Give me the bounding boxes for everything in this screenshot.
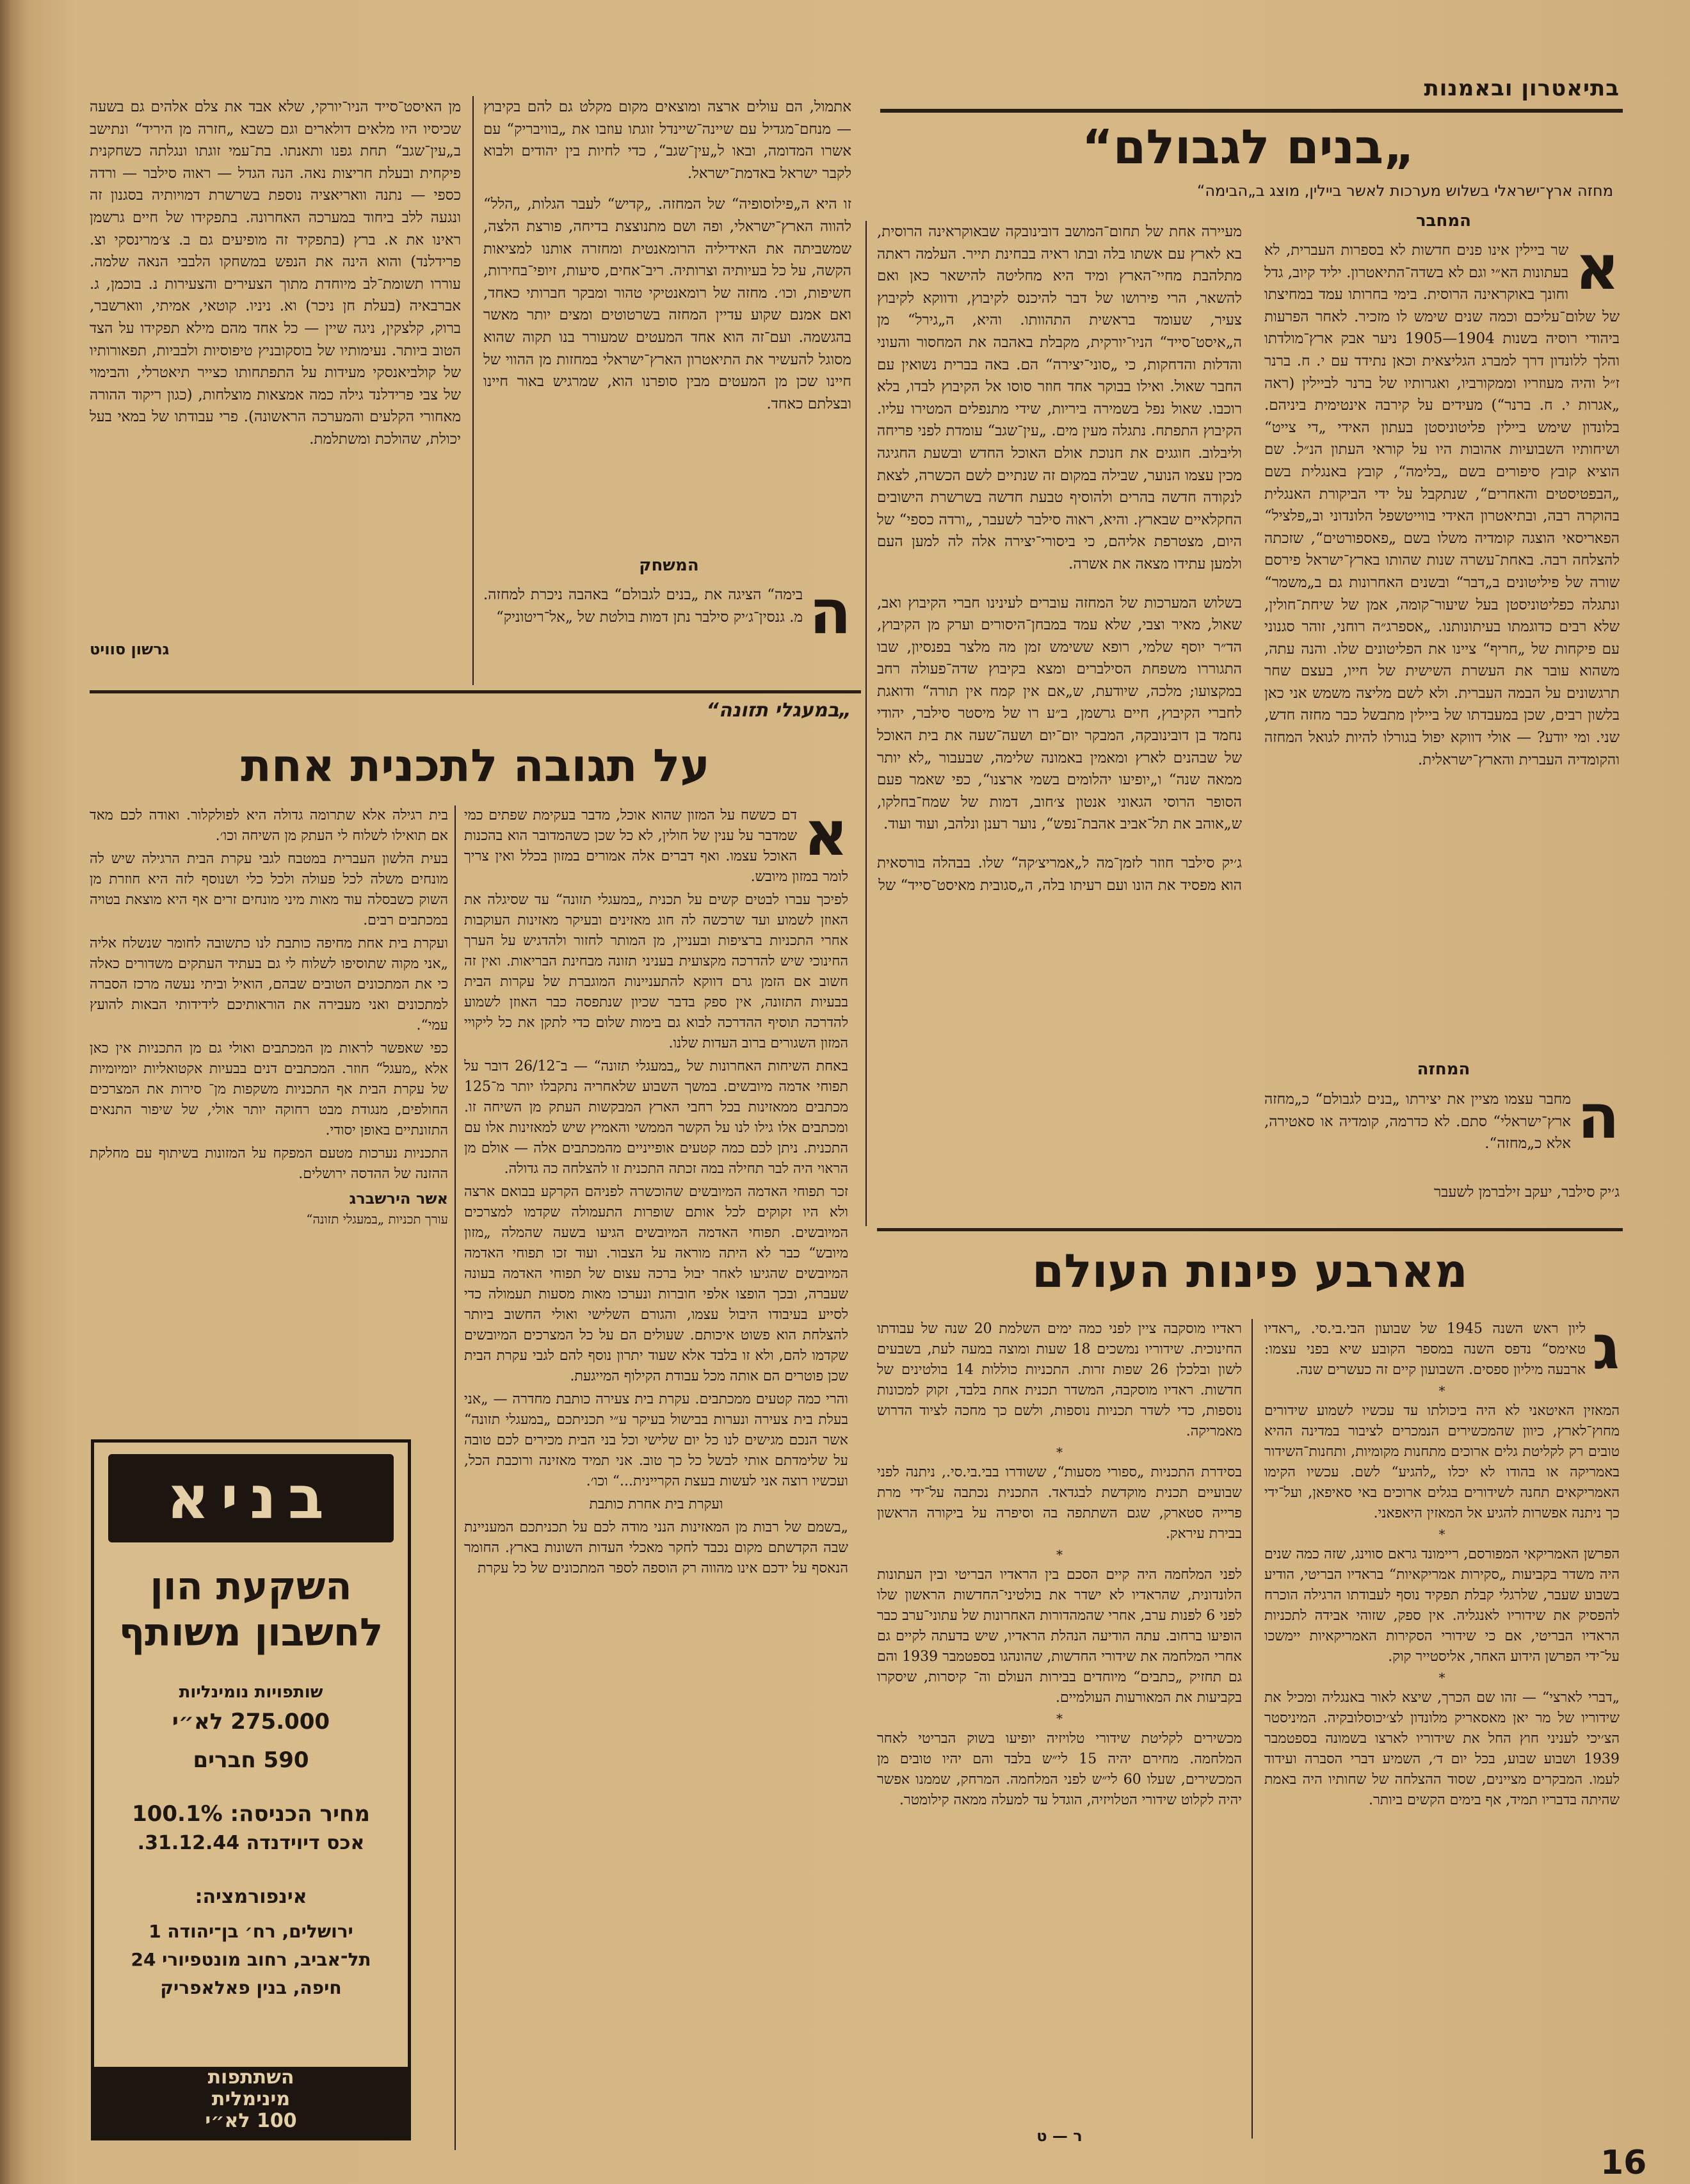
food-text: בעית הלשון העברית במטבח לגבי עקרת הבית הרגילה שיש לה מונחים משלה לכל פעולה ולכל כלי ושנוסף לזה היא חוזרת מן השוק כשבסלה עוד מאות מיני מונחים זרים אף היא מוצאת בטויה במכתבים רבים. (90, 851, 448, 928)
review-text: ג׳יק סילבר חוזר לזמן־מה ל„אמריצ׳קה“ שלו. בבהלה בורסאית הוא מפסיד את הונו ועם רעיתו בלה, ה„סגובית מאיסט־סייד“ של (877, 855, 1242, 894)
radio-signature: ר — ט (1036, 2127, 1082, 2145)
radio-text: ליון ראש השנה 1945 של שבועון הבי.בי.סי. „ראדיו טאימס“ נדפס השנה במספר הקובע שיא בפני עצמו: ארבעה מיליון ספסים. השבועון קיים זה כעשרים שנה. (1264, 1321, 1586, 1378)
review-text: מעיירה אחת של תחום־המושב דובינובקה שבאוקראינה הרוסית, בא לארץ עם אשתו בלה ובתו ראיה בבחינת תייר. העלמה ראתה מתלהבת מחיי־הארץ ומיד היא מחליטה להישאר כאן ואם להשאר, הרי פירושו של דבר להיכנס לקיבוץ, ודווקא לקיבוץ צעיר, שעומד בראשית התהוותו. והיא, ה„גירל“ מן ה„איסט־סייד“ הניו־יורקית, מקבלת באהבה את המחסור והעוני והדלות והדחקות, כי „סוני־יצירה“ הם. באה בברית נשואין עם החבר שאול. ואילו בבוקר אחד חוזר סוסו אל הקיבוץ לבדו, בלא רוכבו. שאול נפל בשמירה ביריות, שידי מתנפלים המטירו עליו. הקיבוץ התפתח. נתגלה מעין מים. „עין־שגב“ עומדת לפני פריחה וליבלוב. חוגגים את חנוכת אולם האוכל החדש ובשעת החגיגה מכין עצמו הנוער, שבילה במקום זה שנתיים לשם הכשרה, לצאת לנקודה חדשה בהרים ולהוסיף טבעת חדשה בשרשרת הישובים החקלאיים שבארץ. והיא, ראוה סילבר לשעבר, „ורדה כספי“ של היום, מצטרפת אליהם, כי ביסורי־יצירה אלה לה למען העם ולמען עתידו מצאה את אשרה. (877, 223, 1242, 572)
food-text: בית רגילה אלא שתרומה גדולה היא לפולקלור. ואודה לכם מאד אם תואילו לשלוח לי העתק מן השיחה וכו׳. (90, 807, 448, 844)
separator-star: * (1056, 1711, 1063, 1726)
review-text: אתמול, הם עולים ארצה ומוצאים מקום מקלט גם להם בקיבוץ — מנחם־מגדיל עם שיינה־שיינדל זוגתו עוזבו את „בוויבריק“ עם אשרו המדומה, ובאו ל„עין־שגב“, כדי לחיות בין יהודים ולבוא לקבר ישראל באדמת־ישראל. (483, 99, 851, 182)
ad-footer-1: השתתפות (207, 2066, 294, 2089)
radio-text: המאזין האיטאני לא היה ביכולתו עד עכשיו לשמוע שידורים מחוץ־לארץ, כיוון שהמכשירים הנמכרים לציבור במדינה ההיא טובים רק לקליטת גלים ארוכים מתחנות מקומיות, ותחנות־השידור באמריקה או בהודו לא יכלו „להגיע“ לשם. עכשיו הקימו האמריקאים תחנה לשידורים בגלים ארוכים באי סאיפאן, ועל־ידי כך ניתנה אפשרות להגיע אל המאזין היאפאני. (1264, 1403, 1620, 1521)
review-col-1a (1264, 239, 1620, 1046)
ad-logo-text: בניא (166, 1464, 335, 1532)
review-col-1b (1264, 1088, 1620, 1178)
food-signature-title: עורך תכניות „במעגלי תזונה“ (306, 1211, 448, 1227)
food-text: זכר תפוחי האדמה המיובשים שהוכשרה לפניהם הקרקע בבואם ארצה ולא היו זקוקים לכל אותם שופרות התעמולה שקדמו למצרכים המיובשים. תפוחי האדמה המיובשים הגיעו בשעה שהמלה „מזון מיובש“ כבר לא היתה מוראה על הצבור. ועוד זכו תפוחי האדמה המיובשים שהגיעו לאחר יבול ברכה עצום של תפוחי האדמה בעונה שעברה, ובכך הופצו אלפי חוברות ונערכו מאות מסעות תעמולה כדי לסייע בעיבודו היבול עצמו, והגורם השלישי ואולי החשוב ביותר להצלחת הוא פשוט איכותם. שעולים הם על כל המצרכים המיובשים שקדמו להם, ולא זו בלבד אלא שעוד יתרון נוסף להם לגבי עקרת הבית שכן פוטרים הם אותה מכל עבודת הקילוף המייגעת. (464, 1184, 848, 1384)
ad-amount: 275.000 לא״י (172, 1709, 330, 1735)
review-col-4 (90, 96, 461, 659)
review-text: שר ביילין אינו פנים חדשות לא בספרות העברית, לא בעתונות הא״י וגם לא בשדה־התיאטרון. יליד קיוב, גדל וחונך באוקראינה הרוסית. בימי בחרותו עמד במחיצתו של שלום־עליכם וכמה שנים שימש לו מזכיר. לאחר הפרעות ביהודי רוסיה בשנות 1904—1905 ניער אבק ארץ־מולדתו והלך ללונדון דרך למברג הגליצאית וכאן נתידד עם י. ח. ברנר ז״ל והיה מעוזריו וממקורביו, ואגרותיו של ברנר לביילין (ראה „אגרות י. ח. ברנר“) מעידים על קירבה אינטימית ביניהם. בלונדון שימש ביילין פליטוניסטן בעתון האידי „די צייט“ ושיחותיו השבועיות אהובות היו על קוראי העתון הנ״ל. שם הוציא קובץ סיפורים בשם „בלימה“, קובץ באנגלית בשם „הבפטיסטים והאחרים“, שנתקבל על ידי הביקורת האנגלית בהוקרה רבה, ובתיאטרון האידי בווייטשפל הלונדוני וב„פלציל“ הפאריסאי הוצגה קומדיה משלו בשם „פאספורטים“, שזכתה להצלחה רבה. באחת־עשרה שנות שהותו בארץ־ישראל פירסם שורה של פיליטונים ב„דבר“ ובשנים האחרונות גם ב„משמר“ ונתגלה כפליטוניסטן בעל שיעור־קומה, אמן של שיחת־חולין, שלא רבים כדוגמתו בעיתונותנו. „אספרג״ה רוחני, זוהר סגנוני עם פיקחות של „חריף“ ציינו את הפליטונים שלו. והנה עתה, משהוא עובר את העשרת השישית של חייו, בעצם שחר תרגשונים על הבמה העברית. ולא לשם מליצה משמש אני כאן בלשון רבים, שכן במעבדתו של ביילין מתבשל כבר מחזה חדש, שני. ומי יודע? — אולי דווקא יפול בגורלו להיות לגואל המחזה והקומדיה העברית והארץ־ישראלית. (1264, 242, 1620, 768)
ad-price: מחיר הכניסה: 100.1% (132, 1801, 370, 1827)
food-col-1 (464, 805, 848, 2150)
ad-footer-2: מינימלית (211, 2088, 291, 2110)
review-col-3b (483, 584, 851, 686)
radio-col-1 (1264, 1319, 1620, 2139)
separator-star: * (1438, 1383, 1445, 1398)
radio-text: בסידרת התכניות „ספורי מסעות“, ששודרו בבי.בי.סי., ניתנה לפני שבועיים תכנית מוקדשת לבגדאד. התכנית נכתבה על־ידי מרת פרייה סטארק, שגם השתתפה בה וסיפרה על ביקורה הראשון בבירת עיראק. (877, 1464, 1242, 1542)
ad-address-3: חיפה, בנין פאלאפריק (160, 1977, 342, 1998)
ad-footer (94, 2067, 408, 2137)
separator-star: * (1438, 1670, 1445, 1685)
production-heading: המשחק (639, 556, 699, 575)
food-kicker: „במעגלי תזונה“ (706, 699, 851, 722)
column-rule (455, 805, 456, 2150)
radio-text: מכשירים לקליטת שידורי טלויזיה יופיעו בשוק הבריטי לאחר המלחמה. מחירם יהיה 15 לי״ש בלבד והם יהיו טובים מן המכשירים, שעלו 60 לי״ש לפני המלחמה. המרחק, שממנו אפשר יהיה לקלוט שידורי הטלויזיה, הוגדל עד למעלה ממאה קילומטר. (877, 1731, 1242, 1808)
ad-address-1: ירושלים, רח׳ בן־יהודה 1 (149, 1921, 353, 1942)
review-col-2 (877, 221, 1242, 1181)
ad-subline: שותפויות נומינליות (179, 1683, 323, 1702)
ad-headline-2: לחשבון משותף (118, 1610, 383, 1655)
food-title: על תגובה לתכנית אחת (241, 740, 710, 792)
radio-title: מארבע פינות העולם (1032, 1244, 1468, 1298)
column-rule (865, 221, 867, 1226)
section-rule (90, 690, 861, 693)
food-text: כפי שאפשר לראות מן המכתבים ואולי גם מן התכניות אין כאן אלא „מעגל“ חוזר. המכתבים דנים בבעיות אקטואליות יומיומיות של עקרת הבית אף התכניות משקפות מן־ סירות את המצרכים החולפים, מנגודת מבט רחוקה יותר אולי, של שיפור התנאים התזונתיים באופן יסודי. (90, 1040, 448, 1138)
dropcap: ג (1592, 1319, 1620, 1383)
food-text: לפיכך עברו לבטים קשים על תכנית „במעגלי תזונה“ עד שסיגלה את האוזן לשמוע ועד שרכשה לה חוג מאזינים ובעיקר מאזינות העוקבות אחרי התכניות ברציפות ובעניין, מן המותר לחזור ולהדגיש על הערך החינוכי שיש להדרכה מקצועית בעניני תזונה מבחינת הבריאות. ואין זה חשוב אם הזמן גרם דווקא להתעניינות המוגברת של עקרות הבית בבעיות התזונה, אין ספק בדבר שכיון שנתפסה כבר האוזן לשמוע להדרכה תוסיף ההדרכה לבוא גם בימות שלום כדי לתקן את כל ליקויי המזון השגורים ברוב העדות שלנו. (464, 892, 848, 1051)
ad-logo (108, 1454, 394, 1542)
review-text: מן האיסט־סייד הניו־יורקי, שלא אבד את צלם אלהים גם בשעה שכיסיו היו מלאים דולארים וגם כשבא „חזרה מן היריד“ ונתישב ב„עין־שגב“ תחת גפנו ותאנתו. בת־עמי זוגתו ונגלתה כשחקנית פיקחית ובעלת חריצות נאה. הנה הגדל — ראוה סילבר — ורדה כספי — נתנה וואריאציה נוספת בשרשרת דמויותיה בסגנון זה ונגעה ללב ביחוד במערכה האחרונה. בתפקידו של חיים גרשמן ראינו את א. ברץ (בתפקיד זה מופיעים גם ב. צ׳מרינסקי וצ. פרידלנד) והוא הינה את הנפש במשחקו הלבבי הנאה שלמה. עוררו תשומת־לב מיוחדת מתוך הצעירים והצעירות נ. בוכמן, ג. אברבאיה (בעלת חן ניכר) וא. ניניו. קוטאי, אמיתי, ווארשבר, ברוק, קלצקין, ניגה שיין — כל אחד מהם מילא תפקידו על הצד הטוב ביותר. נעימותיו של בוסקובניץ טיפוסיות ולבביות, תפאורותיו של קולביאנסקי מעידות על התפתחותו כצייר תיאטרלי, והבימוי של צבי פרידלנד גילה כמה אמצאות מוצלחות, (כגון ריקוד ההורה מאחורי הקלעים והמערכה הראשונה). פרי עבודתו של במאי בעל יכולת, שהולכת ומשתלמת. (90, 99, 461, 448)
review-subtitle: מחזה ארץ־ישראלי בשלוש מערכות לאשר ביילין, מוצג ב„הבימה“ (1196, 182, 1613, 200)
food-text: ועקרת בית אחת מחיפה כותבת לנו כתשובה לחומר שנשלח אליה „אני מקוה שתוסיפו לשלוח לי גם בעתיד העתקים משדורים כאלה כי את המתכונים הטובים שבהם, הואיל וביתי נעשה מרכז הסברה למתכונים ואני מעבירה את הוראותיכם לידידותי הבאות להועץ עמי“. (90, 935, 448, 1033)
author-heading: המחבר (1415, 211, 1472, 231)
radio-text: ראדיו מוסקבה ציין לפני כמה ימים השלמת 20 שנה של עבודתו החינוכית. שידוריו נמשכים 18 שעות ומוצה במעה לעת, בשבעים לשון ובלכלן 26 שפות זרות. התכניות כוללות 14 בולטינים של חדשות. ראדיו מוסקבה, המשדר תכנית אחת בלבד, זקוק למכונות נוספות, כדי לשדר תכניות נוספות, ולשם כך מחכה לציוד הדרוש מאמריקה. (877, 1321, 1242, 1439)
ad-info-label: אינפורמציה: (195, 1886, 307, 1908)
section-header: בתיאטרון ובאמנות (1424, 76, 1620, 101)
section-rule (880, 109, 1623, 113)
review-cast-line: ג׳יק סילבר, יעקב זילברמן לשעבר (1433, 1184, 1620, 1201)
food-text: דם כששח על המזון שהוא אוכל, מדבר בעקימת שפתים כמי שמדבר על ענין של חולין, לא כל שכן כשהמדובר הוא בהכנות האוכל עצמו. ואף דברים אלה אמורים במזון בכלל ואין צריך לומר במזון מיובש. (464, 807, 848, 885)
radio-text: לפני המלחמה היה קיים הסכם בין הראדיו הבריטי ובין העתונות הלונדונית, שהראדיו לא ישדר את בולטיני־החדשות הראשון שלו לפני 6 לפנות ערב, אחרי שהמהדורות האחרונות של עתוני־ערב כבר הופיעו ברחוב. עתה הודיעה הנהלת הראדיו, שיש בדעתה לקיים גם אחרי המלחמה את שידורי החדשות, שהונהגו בספטמבר 1939 והם גם תחזיק „כתבים“ מיוחדים בבירות העולם וה־ קיסרות, שיסקרו בקביעות את המאורעות העולמיים. (877, 1567, 1242, 1706)
food-text: באחת השיחות האחרונות של „במעגלי תזונה“ — ב־26/12 דובר על תפוחי אדמה מיובשים. במשך השבוע שלאחריה נתקבלו יותר מ־125 מכתבים ממאזינות בכל רחבי הארץ המבקשות העתק מן השיחה זו. ומכתבים אלו גילו לנו על הקשר הממשי והאמיץ שיש למאזינות אלו עם התכנית. ניתן לכם כמה קטעים אופייניים מהמכתבים אלה — אולם מן הראוי היה לבר תחילה במה זכתה התכנית זו להצלחה כה גדולה. (464, 1058, 848, 1177)
column-rule (1251, 1319, 1253, 2139)
dropcap: א (803, 805, 848, 870)
ad-price-note: אכס דיוידנדה 31.12.44. (137, 1832, 365, 1854)
ad-headline-1: השקעת הון (150, 1564, 352, 1609)
page-number: 16 (1600, 2144, 1647, 2182)
radio-col-2 (877, 1319, 1242, 2119)
review-text: בימה“ הציגה את „בנים לגבולם“ באהבה ניכרת למחזה. מ. גנסין־ג׳יק סילבר נתן דמות בולטת של „אל־ריטוניק“ (483, 586, 803, 626)
review-text: מחבר עצמו מציין את יצירתו „בנים לגבולם“ כ„מחזה ארץ־ישראלי“ סתם. לא כדרמה, קומדיה או סאטירה, אלא כ„מחזה“. (1264, 1091, 1572, 1153)
food-text: התכניות נערכות מטעם המפקח על המזונות בשיתוף עם מחלקת ההזנה של ההדסה ירושלים. (90, 1145, 448, 1182)
ad-members: 590 חברים (193, 1747, 309, 1773)
review-text: זו היא ה„פילוסופיה“ של המחזה. „קדיש“ לעבר הגלות, „הלל“ להווה הארץ־ישראלי, ופה ושם מתנוצצת בדיחה, פורצת הלצה, שמשביתה את האידיליה הרומאנטית ומחזרה אותנו למציאות הקשה, על כל בעיותיה וצרותיה. ריב־אחים, סיעות, זיופי־בחירות, חשיפות, וכו׳. מחזה של רומאנטיקי טהור ומבקר חברותי כאחד, ואם אמנם שקוע עדיין המחזה בשרטוטים ומצים יותר מאשר בהגשמה. ועם־זה הוא אחד המעטים שמעורר בנו תקוה שהוא מסוגל להעשיר את התיאטרון הארץ־ישראלי במחזות מן ההווי של חיינו שכן מן המעטים מבין סופרנו הוא, שמרגיש באור חיינו ובצלתם כאחד. (483, 196, 851, 412)
food-text: „בשמם של רבות מן המאזינות הנני מודה לכם על תכניתכם המעניינת שבה הקדשתם מקום נכבד לחקר מאכלי העדות השונות בארץ. החומר הנאסף על ידכם אינו מהווה רק הוספה לספר המתכונים של כל עקרת (464, 1519, 848, 1576)
review-text: בשלוש המערכות של המחזה עוברים לעינינו חברי הקיבוץ ואב, שאול, מאיר וצבי, שלא עמד במבחן־היסורים וערק מן הקיבוץ, הד״ר יוסף שלמי, רופא ששימש זמן מה מלצר בפנסיון, שבו התגוררו משפחת הסילברים ומצא בקיבוץ שדה־פעולה רחב במקצועו; מלכה, שיודעת, ש„אם אין קמח אין תורה“ ודואגת לחברי הקיבוץ, חיים גרשמן, ב״ע רו של מיסטר סילבר, יהודי נחמד בן דובינובקה, המבקר יום־יום ושעה־שעה את בית האוכל של שבהנים לארץ ומאמין באמונה שלימה, שבעבור „לא יותר ממאה שנה“ ו„יופיעו יהלומים בשמי ארצנו“, כפי שאמר פעם הסופר הרוסי הגאוני אנטון צ׳חוב, דמות של שמח־בחלקו, ש„אוהב את תל־אביב אהבת־נפש“, נוער רענן ונלהב, ועוד ועוד. (877, 594, 1242, 833)
column-rule (472, 96, 474, 685)
food-text: והרי כמה קטעים ממכתבים. עקרת בית צעירה כותבת מחדרה — „אני בעלת בית צעירה ונערות בבישול בעיקר ע״י תכניתכם „במעגלי תזונה“ אשר הנכם מגישים לנו כל יום שלישי וכל בני הבית מכירים לכם טובה על שלימדתם אותי לבשל כל כך טוב. אני תמיד מאזינה ורוכבת הכל, ועכשיו רוצה אני לעשות בעצת הקריינית...“ וכו׳. (464, 1391, 848, 1489)
advertisement (91, 1439, 411, 2140)
section-rule (877, 1228, 1623, 1231)
review-col-3 (483, 96, 851, 557)
review-title: „בנים לגבולם“ (1082, 120, 1415, 175)
radio-text: „דברי לארצי“ — זהו שם הכרך, שיצא לאור באנגליה ומכיל את שידוריו של מר יאן מאסאריק מלונדון לצ׳יכוסלובקיה. המיניסטר הצ׳יכי לעניני חוץ החל את שידוריו לארצו בשמונה בספטמבר 1939 ושבוע שבוע, בכל יום ד׳, השמיע דברי הסברה ועידוד לעמו. המבקרים מציינים, שסוד ההצלחה של שחותיו היה באמת שהיתה בדבריו תמיד, אף בימים הקשים ביותר. (1264, 1690, 1620, 1808)
radio-text: הפרשן האמריקאי המפורסם, ריימונד גראם סווינג, שזה כמה שנים היה משדר בקביעות „סקירות אמריקאיות“ בראדיו הבריטי, הודיע בשבוע שעבר, שלרגלי קבלת תפקיד נוסף לעבודתו הרגילה הוכרח להפסיק את שידוריו לאנגליה. אין ספק, שזוהי אבידה לתכניות הראדיו הבריטי, אם כי שידורי הסקירות האמריקאיות יימשכו על־ידי הפרשן הידוע האחר, אליסטייר קוק. (1264, 1546, 1620, 1665)
separator-star: * (1438, 1526, 1445, 1542)
ad-address-2: תל־אביב, רחוב מונטפיורי 24 (131, 1949, 371, 1970)
review-signature: גרשון סוויט (90, 640, 170, 658)
dropcap: ה (1577, 1088, 1620, 1153)
separator-star: * (1056, 1547, 1063, 1562)
food-text: ועקרת בית אחרת כותבת (589, 1496, 723, 1512)
food-signature: אשר הירשברג (349, 1190, 448, 1208)
food-col-2 (90, 805, 448, 1420)
ad-footer-3: 100 לא״י (205, 2110, 297, 2132)
play-heading: המחזה (1417, 1060, 1470, 1079)
dropcap: א (1575, 239, 1620, 303)
separator-star: * (1056, 1444, 1063, 1460)
dropcap: ה (809, 584, 851, 648)
